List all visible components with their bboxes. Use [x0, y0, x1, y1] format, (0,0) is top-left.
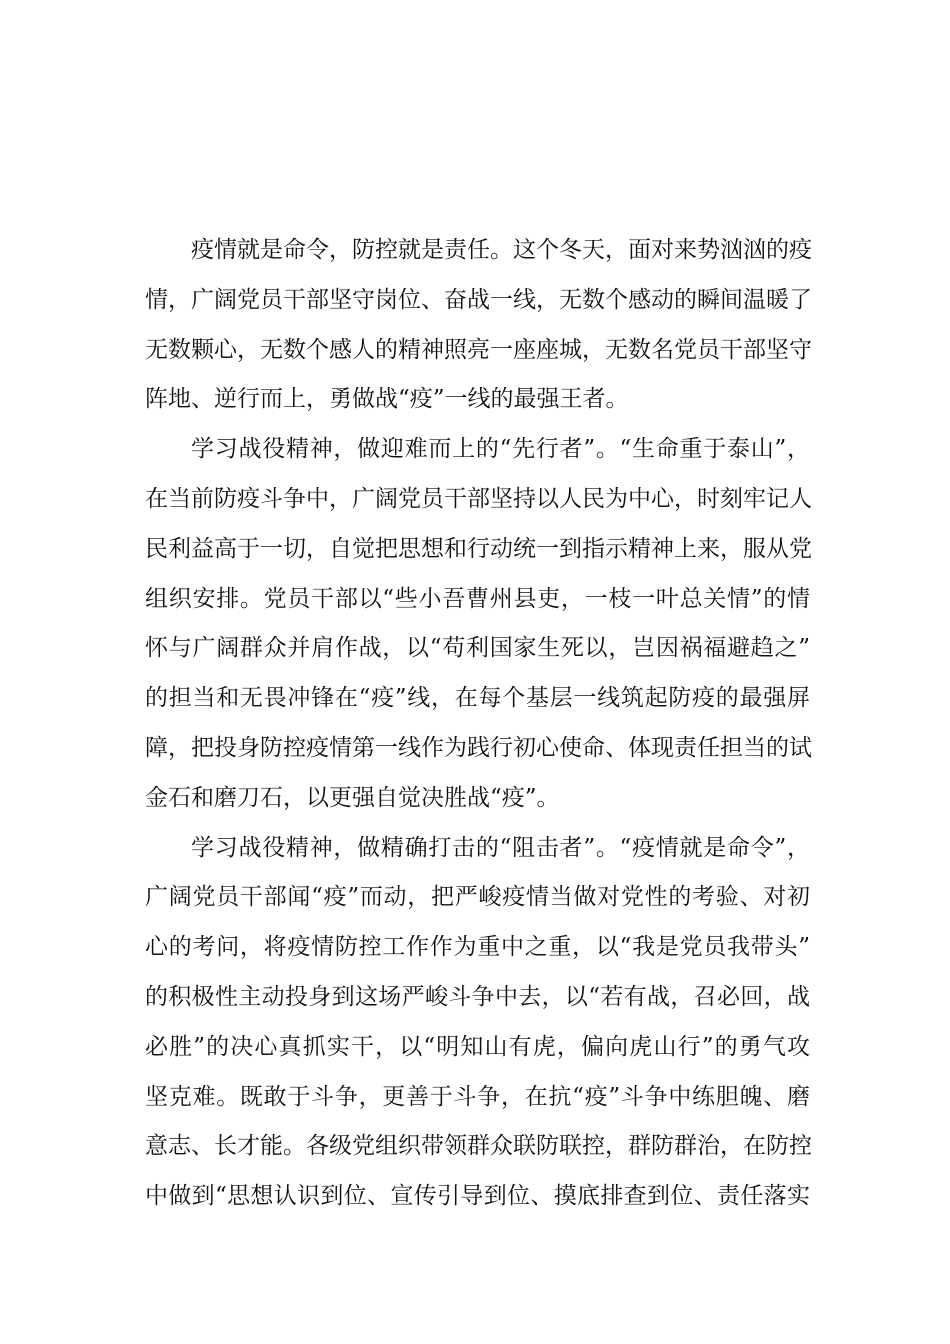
text-line: 障，把投身防控疫情第一线作为践行初心使命、体现责任担当的试: [145, 734, 812, 761]
text-line: 阵地、逆行而上，勇做战“疫”一线的最强王者。: [145, 386, 629, 413]
text-line: 金石和磨刀石，以更强自觉决胜战“疫”。: [145, 784, 560, 811]
text-line: 民利益高于一切，自觉把思想和行动统一到指示精神上来，服从党: [145, 535, 812, 562]
text-line: 坚克难。既敢于斗争，更善于斗争，在抗“疫”斗争中练胆魄、磨: [145, 1083, 810, 1110]
text-line: 广阔党员干部闻“疫”而动，把严峻疫情当做对党性的考验、对初: [145, 884, 810, 911]
text-line: 在当前防疫斗争中，广阔党员干部坚持以人民为中心，时刻牢记人: [145, 485, 812, 512]
text-line: 无数颗心，无数个感人的精神照亮一座座城，无数名党员干部坚守: [145, 336, 812, 363]
text-line: 组织安排。党员干部以“些小吾曹州县吏，一枝一叶总关情”的情: [145, 585, 810, 612]
text-line: 心的考问，将疫情防控工作作为重中之重，以“我是党员我带头”: [145, 934, 810, 961]
text-line: 学习战役精神，做迎难而上的“先行者”。“生命重于泰山”，: [191, 436, 810, 463]
text-line: 怀与广阔群众并肩作战，以“苟利国家生死以，岂因祸福避趋之”: [145, 635, 810, 662]
text-line: 学习战役精神，做精确打击的“阻击者”。“疫情就是命令”，: [191, 834, 810, 861]
text-line: 的担当和无畏冲锋在“疫”线，在每个基层一线筑起防疫的最强屏: [145, 685, 810, 712]
text-line: 情，广阔党员干部坚守岗位、奋战一线，无数个感动的瞬间温暖了: [145, 286, 812, 313]
text-line: 的积极性主动投身到这场严峻斗争中去，以“若有战，召必回，战: [145, 983, 810, 1010]
text-line: 必胜”的决心真抓实干，以“明知山有虎，偏向虎山行”的勇气攻: [145, 1033, 810, 1060]
text-line: 中做到“思想认识到位、宣传引导到位、摸底排查到位、责任落实: [145, 1183, 810, 1210]
text-line: 意志、长才能。各级党组织带领群众联防联控，群防群治，在防控: [145, 1133, 812, 1160]
text-line: 疫情就是命令，防控就是责任。这个冬天，面对来势汹汹的疫: [191, 237, 812, 263]
document-body: [145, 226, 810, 1222]
